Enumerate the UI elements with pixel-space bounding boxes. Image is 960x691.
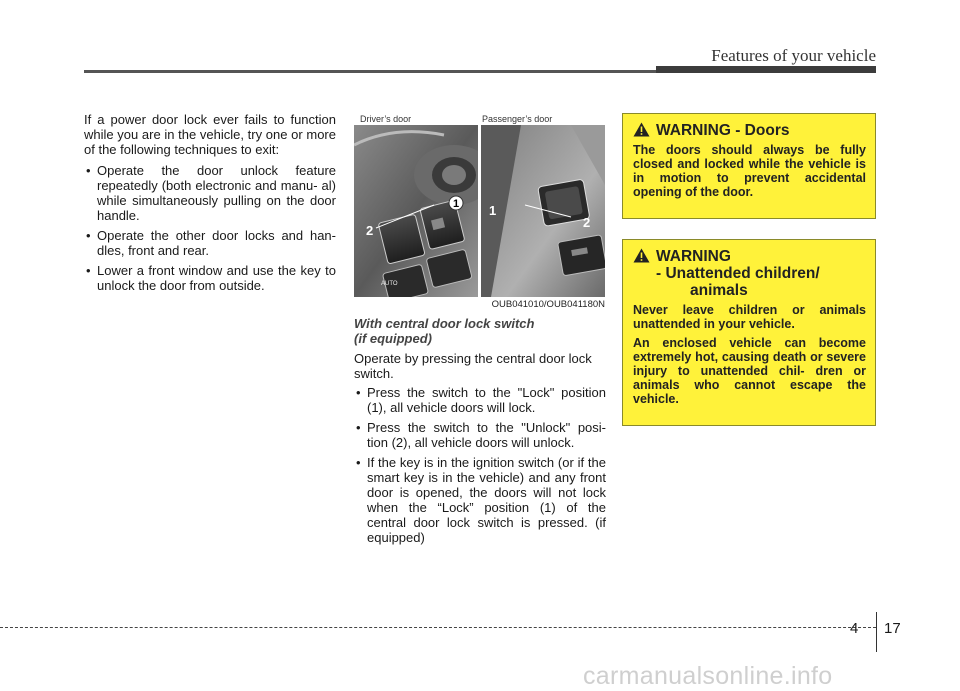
page-number-divider: [876, 612, 877, 652]
watermark: carmanualsonline.info: [583, 662, 833, 690]
list-item: • Operate the door unlock feature repeatedly (both electronic and manu- al) while simultaneously pulling on the door handle.: [84, 163, 336, 223]
exit-techniques-list: [84, 163, 336, 293]
subheading: [354, 316, 606, 346]
intro-paragraph: If a power door lock ever fails to function while you are in the vehicle, try one or more of the following techniques to exit:: [84, 112, 336, 157]
auto-window-label: AUTO: [381, 281, 398, 287]
header-rule-accent: [656, 66, 876, 73]
warning-doors-body: The doors should always be fully closed and locked while the vehicle is in motion to prevent accidental opening of the door.: [633, 143, 866, 199]
subheading-line2: (if equipped): [354, 331, 432, 346]
callout-one: 1: [489, 203, 497, 218]
passengers-door-photo: [481, 125, 605, 297]
list-item: • Lower a front window and use the key to unlock the door from outside.: [84, 263, 336, 293]
warning-triangle-icon: [633, 248, 650, 263]
warning-children-para-1: Never leave children or animals unattended in your vehicle.: [633, 303, 866, 331]
list-item: • If the key is in the ignition switch (or if the smart key is in the vehicle) and any front door is opened, the doors will not lock when the “Lock” position (1) of the central door lock switch is pressed. (if equipped): [354, 455, 606, 545]
drivers-door-label: Driver’s door: [360, 114, 412, 124]
warning-doors-box: [622, 113, 876, 219]
warning-children-title-line2: - Unattended children/: [656, 265, 820, 282]
passengers-door-label: Passenger’s door: [482, 114, 553, 124]
footer-rule: [0, 627, 876, 628]
warning-children-title: [633, 248, 866, 299]
drivers-door-photo: [354, 125, 478, 297]
middle-column: [354, 316, 606, 550]
warning-children-title-line1: WARNING: [656, 248, 731, 265]
door-switch-figure: [354, 112, 605, 310]
callout-two: 2: [366, 223, 374, 238]
warning-doors-title-text: WARNING - Doors: [656, 122, 790, 139]
left-column: [84, 112, 336, 298]
warning-children-para-2: An enclosed vehicle can become extremely hot, causing death or severe injury to unattended chil- dren or animals who cannot escape the vehicle.: [633, 336, 866, 406]
subheading-line1: With central door lock switch: [354, 316, 535, 331]
warning-triangle-icon: [633, 122, 650, 137]
list-item: • Press the switch to the "Lock" position (1), all vehicle doors will lock.: [354, 385, 606, 415]
warning-children-title-line3: animals: [690, 282, 748, 299]
list-item: • Press the switch to the "Unlock" posi- tion (2), all vehicle doors will unlock.: [354, 420, 606, 450]
header-rule: [84, 70, 656, 73]
section-header-title: Features of your vehicle: [711, 46, 876, 65]
warning-doors-title: [633, 122, 866, 139]
central-lock-list: [354, 385, 606, 545]
chapter-number: 4: [850, 620, 859, 637]
page-number: 17: [884, 620, 901, 637]
figure-caption: OUB041010/OUB041180N: [491, 299, 605, 310]
callout-two: 2: [583, 215, 591, 230]
callout-one: 1: [452, 198, 460, 210]
list-item: • Operate the other door locks and han- dles, front and rear.: [84, 228, 336, 258]
warning-children-box: [622, 239, 876, 426]
central-lock-intro: Operate by pressing the central door lock switch.: [354, 351, 592, 381]
